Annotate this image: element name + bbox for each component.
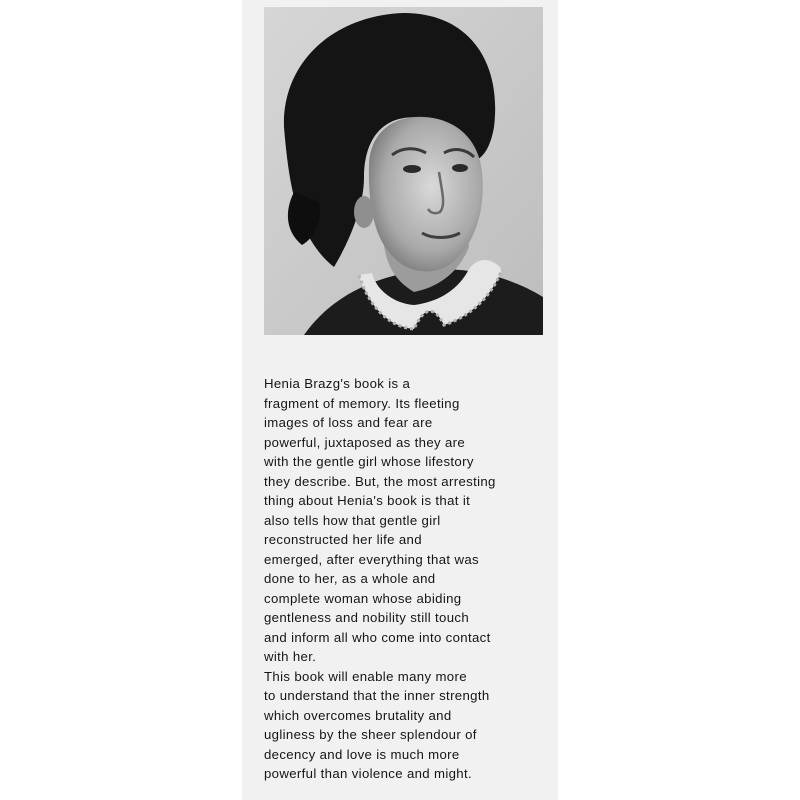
text-line: gentleness and nobility still touch xyxy=(264,610,470,625)
text-line: they describe. But, the most arresting xyxy=(264,473,496,489)
text-line: also tells how that gentle girl xyxy=(264,512,441,528)
portrait-photo-icon xyxy=(264,7,543,335)
text-line: powerful, juxtaposed as they are xyxy=(264,434,466,450)
book-description xyxy=(264,374,554,784)
paragraph-1 xyxy=(264,374,554,667)
text-line: which overcomes brutality and xyxy=(264,707,452,723)
text-line: images of loss and fear are xyxy=(264,415,433,430)
text-line: to understand that the inner strength xyxy=(264,688,490,703)
text-line: ugliness by the sheer splendour of xyxy=(264,727,477,742)
text-line: with the gentle girl whose lifestory xyxy=(264,454,474,469)
text-line: reconstructed her life and xyxy=(264,532,422,547)
text-line: fragment of memory. Its fleeting xyxy=(264,395,460,411)
text-line: complete woman whose abiding xyxy=(264,590,462,606)
author-portrait xyxy=(264,7,543,335)
text-line: decency and love is much more xyxy=(264,746,460,762)
text-line: and inform all who come into contact xyxy=(264,629,491,645)
paragraph-2 xyxy=(264,667,554,784)
text-line: powerful than violence and might. xyxy=(264,766,473,781)
text-line: done to her, as a whole and xyxy=(264,571,436,586)
text-line: thing about Henia's book is that it xyxy=(264,493,471,508)
text-line: Henia Brazg's book is a xyxy=(264,376,411,391)
text-line: with her. xyxy=(264,649,317,664)
text-line: emerged, after everything that was xyxy=(264,551,479,567)
text-line: This book will enable many more xyxy=(264,668,467,684)
